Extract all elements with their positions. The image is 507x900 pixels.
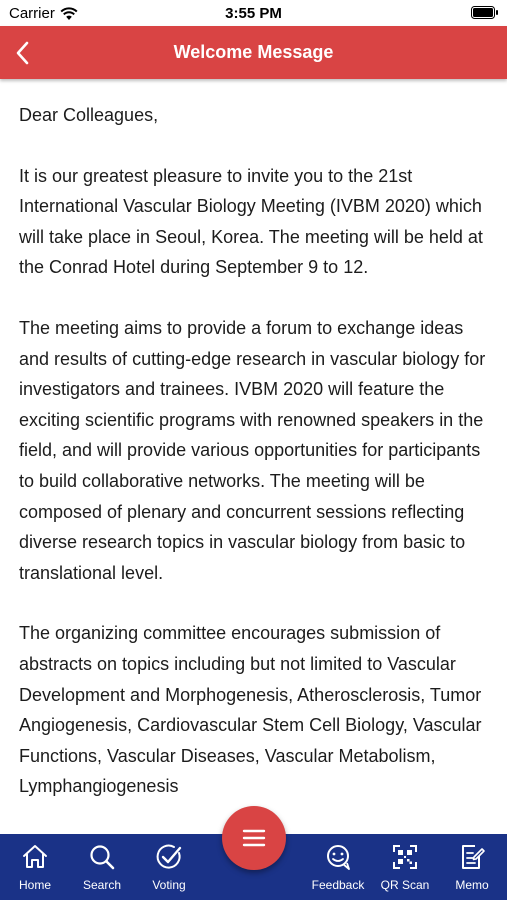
home-icon xyxy=(20,842,50,872)
tab-voting[interactable] xyxy=(134,834,204,900)
check-circle-icon xyxy=(154,842,184,872)
nav-bar xyxy=(0,26,507,79)
tab-search[interactable] xyxy=(67,834,137,900)
carrier-label: Carrier xyxy=(9,5,55,22)
tab-qr-scan[interactable] xyxy=(370,834,440,900)
status-time: 3:55 PM xyxy=(225,5,282,22)
search-icon xyxy=(87,842,117,872)
memo-icon xyxy=(457,842,487,872)
paragraph-1: It is our greatest pleasure to invite you to the 21st International Vascular Biology Meeting (IVBM 2020) which will take place in Seoul, Korea. The meeting will be held at the Conrad Hotel during September 9 to 12. xyxy=(19,165,483,278)
tab-home[interactable] xyxy=(0,834,70,900)
tab-search-label: Search xyxy=(82,878,122,892)
tab-memo[interactable] xyxy=(437,834,507,900)
tab-feedback[interactable] xyxy=(303,834,373,900)
tab-qr-scan-label: QR Scan xyxy=(380,878,430,892)
paragraph-2: The meeting aims to provide a forum to exchange ideas and results of cutting-edge research in vascular biology for investigators and trainees. IVBM 2020 will feature the exciting scientific programs with renowned speakers in the field, and will provide various opportunities for participants to build collaborative networks. The meeting will be composed of plenary and concurrent sessions reflecting diverse research topics in vascular biology from basic to translational level. xyxy=(19,317,486,583)
feedback-icon xyxy=(323,842,353,872)
menu-fab-button[interactable] xyxy=(222,806,286,870)
status-bar xyxy=(0,0,507,26)
page-title: Welcome Message xyxy=(173,42,334,62)
paragraph-3: The organizing committee encourages submission of abstracts on topics including but not limited to Vascular Development and Morphogenesis, Atherosclerosis, Tumor Angiogenesis, Cardiovascular Stem Cell Biology, Vascular Functions, Vascular Diseases, Vascular Metabolism, Lymphangiogenesis xyxy=(19,623,482,797)
greeting-text: Dear Colleagues, xyxy=(19,105,159,125)
tab-feedback-label: Feedback xyxy=(311,878,365,892)
tab-home-label: Home xyxy=(18,878,51,892)
menu-icon xyxy=(242,828,266,848)
tab-memo-label: Memo xyxy=(455,878,489,892)
qr-scan-icon xyxy=(390,842,420,872)
tab-voting-label: Voting xyxy=(152,878,186,892)
battery-icon xyxy=(471,6,499,23)
welcome-message-content[interactable] xyxy=(0,79,507,834)
